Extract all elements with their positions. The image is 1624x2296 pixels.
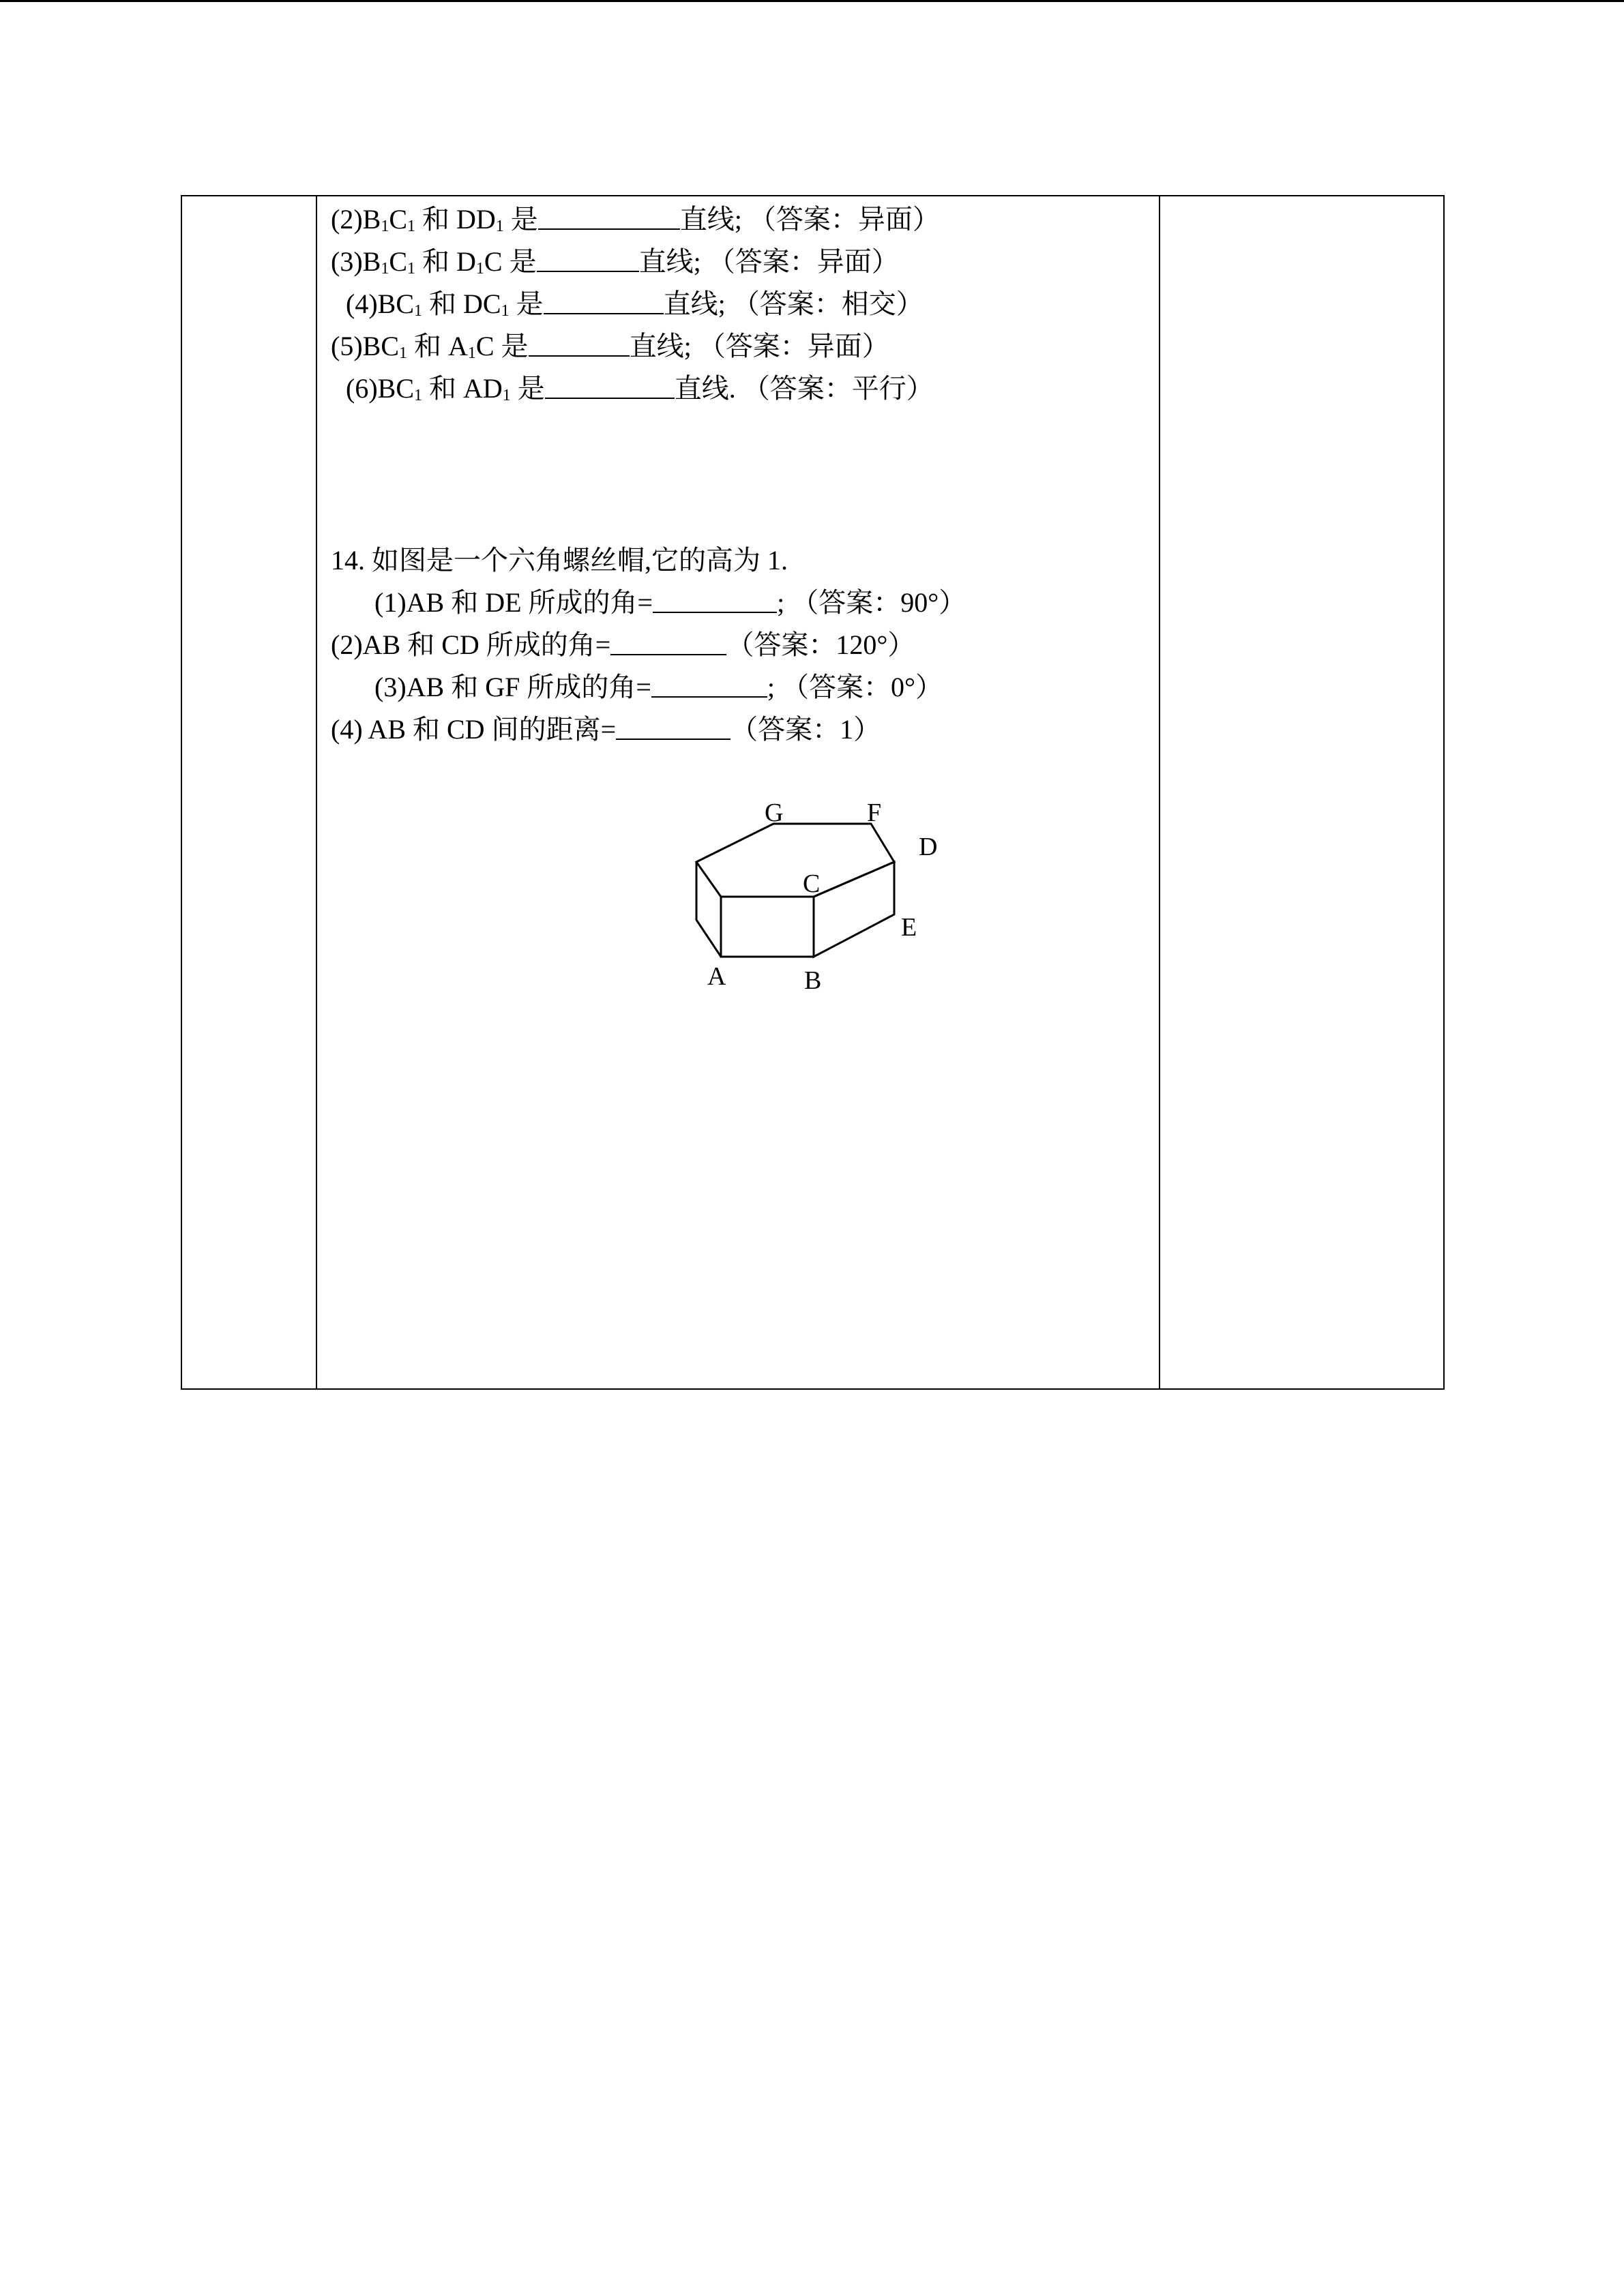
label-E: E: [901, 913, 917, 942]
answer-blank[interactable]: [616, 715, 730, 740]
label-A: A: [707, 962, 726, 991]
q14-item-1: (1)AB 和 DE 所成的角= ; （答案：90°）: [374, 587, 966, 618]
q13-item-4: $(4)BC_1$ 和 $DC_1$ 是 直线; （答案：相交）: [346, 288, 924, 320]
label-C: C: [803, 869, 821, 898]
nut-front-face: [721, 897, 814, 957]
answer-blank[interactable]: [529, 332, 630, 357]
answer-blank[interactable]: [653, 588, 777, 613]
nut-top-hexagon: [696, 824, 894, 897]
label-D: D: [919, 833, 938, 861]
nut-right-face: [814, 862, 894, 957]
q14-item-3: (3)AB 和 GF 所成的角= ; （答案：0°）: [374, 672, 943, 702]
answer-blank[interactable]: [610, 631, 726, 655]
label-B: B: [804, 966, 822, 995]
q14-item-2: (2)AB 和 CD 所成的角= （答案：120°）: [331, 629, 915, 660]
worksheet-table: [181, 195, 1445, 1390]
answer-blank[interactable]: [651, 673, 767, 698]
answer-blank[interactable]: [544, 290, 664, 314]
content-cell: [319, 196, 1162, 1388]
q13-item-2: $(2)B_1C_1$ 和 $DD_1$ 是 直线; （答案：异面）: [331, 204, 940, 235]
q14-title: 14. 如图是一个六角螺丝帽,它的高为 1.: [331, 545, 788, 576]
label-G: G: [765, 803, 784, 827]
answer-blank[interactable]: [538, 205, 680, 230]
hexagonal-nut-figure: [694, 803, 1001, 1076]
nut-left-face: [696, 862, 721, 957]
label-F: F: [867, 803, 882, 827]
answer-blank[interactable]: [537, 248, 639, 272]
column-divider-left: [316, 196, 317, 1388]
page-top-border: [0, 0, 1624, 2]
q13-item-5: $(5)BC_1$ 和 $A_1C$ 是 直线; （答案：异面）: [331, 331, 889, 362]
q13-item-3: $(3)B_1C_1$ 和 $D_1C$ 是 直线; （答案：异面）: [331, 246, 899, 278]
q13-item-6: $(6)BC_1$ 和 $AD_1$ 是 直线. （答案：平行）: [346, 373, 934, 404]
answer-blank[interactable]: [545, 374, 675, 399]
q14-item-4: (4) AB 和 CD 间的距离= （答案：1）: [331, 714, 881, 745]
